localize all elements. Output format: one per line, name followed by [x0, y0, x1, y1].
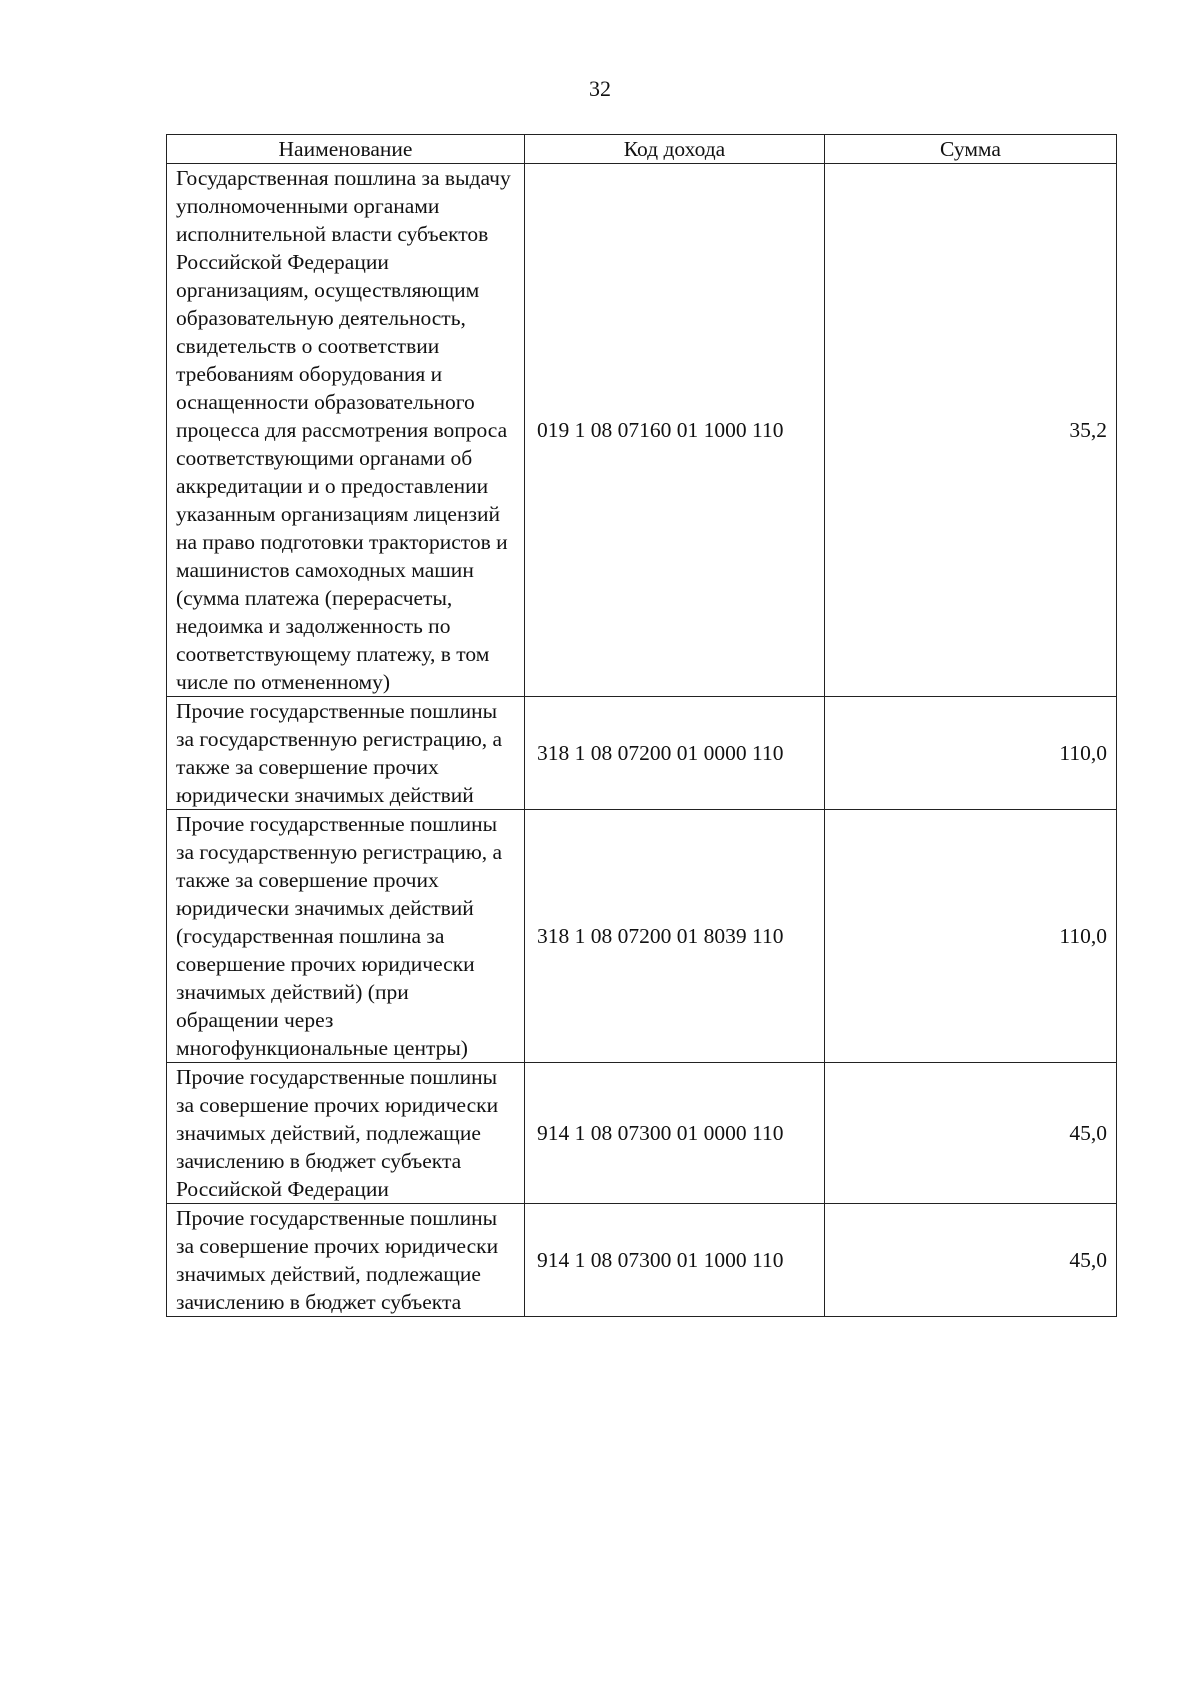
table-row	[167, 810, 1117, 1063]
row-code-cell: 914 1 08 07300 01 0000 110	[525, 1063, 825, 1204]
row-name-cell: Прочие государственные пошлины за государственную регистрацию, а также за совершение прочих юридически значимых действий	[167, 697, 525, 810]
row-sum-cell: 110,0	[825, 810, 1117, 1063]
table-row	[167, 164, 1117, 697]
table-header-row	[167, 135, 1117, 164]
row-sum-cell: 45,0	[825, 1063, 1117, 1204]
row-sum-cell: 45,0	[825, 1204, 1117, 1317]
row-sum-cell: 110,0	[825, 697, 1117, 810]
header-code: Код дохода	[525, 135, 825, 164]
row-code-cell: 914 1 08 07300 01 1000 110	[525, 1204, 825, 1317]
table-row	[167, 1204, 1117, 1317]
row-name-cell: Прочие государственные пошлины за совершение прочих юридически значимых действий, подлежащие зачислению в бюджет субъекта Российской Федерации	[167, 1063, 525, 1204]
row-code-cell: 318 1 08 07200 01 0000 110	[525, 697, 825, 810]
row-code-cell: 318 1 08 07200 01 8039 110	[525, 810, 825, 1063]
header-sum: Сумма	[825, 135, 1117, 164]
table-row	[167, 697, 1117, 810]
page-number: 32	[589, 76, 611, 101]
table-row	[167, 1063, 1117, 1204]
income-table	[166, 134, 1117, 1317]
row-name-cell: Прочие государственные пошлины за совершение прочих юридически значимых действий, подлежащие зачислению в бюджет субъекта	[167, 1204, 525, 1317]
header-name: Наименование	[167, 135, 525, 164]
row-sum-cell: 35,2	[825, 164, 1117, 697]
row-name-cell: Государственная пошлина за выдачу уполномоченными органами исполнительной власти субъектов Российской Федерации организациям, осуществляющим образовательную деятельность, свидетельств о соответствии требованиям оборудования и оснащенности образовательного процесса для рассмотрения вопроса соответствующими органами об аккредитации и о предоставлении указанным организациям лицензий на право подготовки трактористов и машинистов самоходных машин (сумма платежа (перерасчеты, недоимка и задолженность по соответствующему платежу, в том числе по отмененному)	[167, 164, 525, 697]
row-code-cell: 019 1 08 07160 01 1000 110	[525, 164, 825, 697]
row-name-cell: Прочие государственные пошлины за государственную регистрацию, а также за совершение прочих юридически значимых действий (государственная пошлина за совершение прочих юридически значимых действий) (при обращении через многофункциональные центры)	[167, 810, 525, 1063]
